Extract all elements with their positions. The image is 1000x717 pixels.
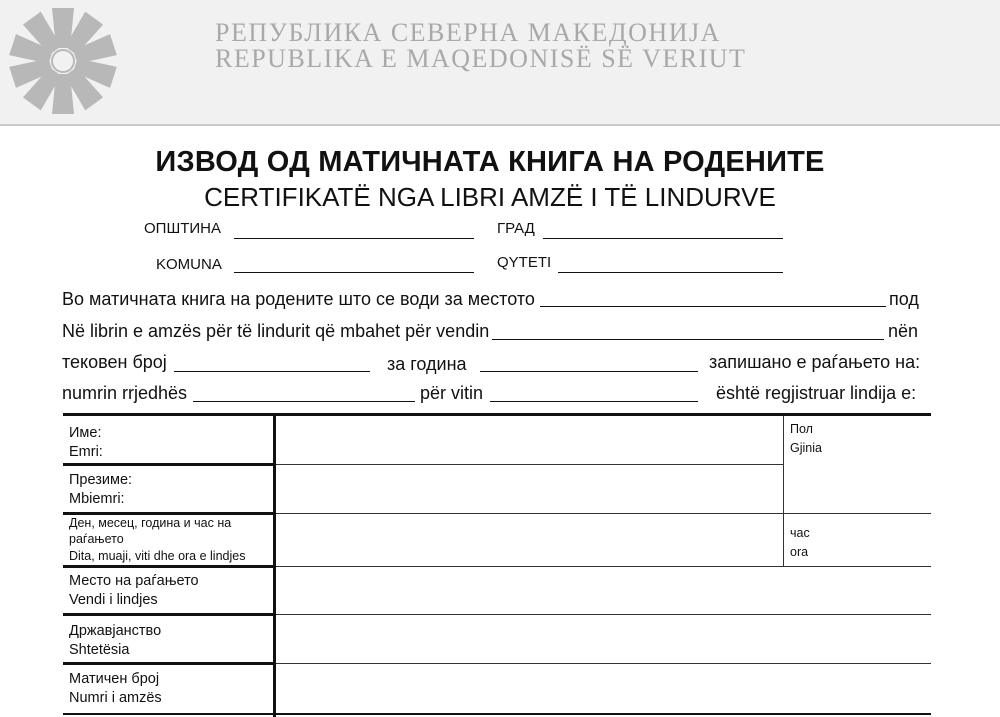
document-title-mk: ИЗВОД ОД МАТИЧНАТА КНИГА НА РОДЕНИТЕ (155, 146, 825, 178)
row-sep-4-left (63, 613, 274, 616)
hour-label-sq: ora (790, 545, 809, 559)
place-sentence-sq-end: nën (888, 321, 919, 341)
hour-value-field[interactable] (820, 515, 930, 565)
header-country-sq: REPUBLIKA E MAQEDONISË SË VERIUT (215, 44, 747, 73)
row-sep-2-right (276, 513, 931, 514)
serial-number-label-sq: numrin rrjedhës (62, 383, 188, 403)
row-sep-3-right (276, 566, 931, 567)
komuna-field[interactable] (234, 272, 474, 273)
id-number-label-mk: Матичен број (69, 671, 160, 687)
opstina-field[interactable] (234, 238, 474, 239)
citizenship-label-mk: Државјанство (69, 623, 162, 639)
surname-label-sq: Mbiemri: (69, 491, 125, 507)
gender-label-mk: Пол (790, 422, 813, 436)
table-bottom-border (63, 713, 931, 715)
birth-date-label-mk-1: Ден, месец, година и час на (69, 516, 232, 530)
row-sep-5-right (276, 663, 931, 664)
id-number-label-sq: Numri i amzës (69, 690, 162, 706)
birth-place-value-field[interactable] (277, 568, 930, 613)
year-label-sq: për vitin (420, 383, 484, 403)
surname-label-mk: Презиме: (69, 472, 133, 488)
grad-label: ГРАД (497, 220, 535, 237)
table-side-column-divider (783, 416, 784, 566)
serial-number-field[interactable] (174, 371, 370, 372)
row-sep-1-right (276, 464, 784, 465)
citizenship-label-sq: Shtetësia (69, 642, 130, 658)
id-number-value-field[interactable] (277, 665, 930, 712)
year-field-sq[interactable] (490, 401, 698, 402)
qyteti-field[interactable] (558, 272, 783, 273)
birth-date-value-field[interactable] (277, 515, 782, 565)
qyteti-label: QYTETI (497, 254, 552, 271)
birth-place-label-mk: Место на раѓањето (69, 573, 199, 589)
name-label-sq: Emri: (69, 444, 103, 460)
grad-field[interactable] (543, 238, 783, 239)
komuna-label: KOMUNA (156, 256, 222, 273)
header-band (0, 0, 1000, 126)
serial-number-field-sq[interactable] (193, 401, 415, 402)
row-sep-1-left (63, 463, 274, 466)
gender-label-sq: Gjinia (790, 441, 822, 455)
birth-date-label-sq: Dita, muaji, viti dhe ora e lindjes (69, 549, 246, 563)
citizenship-value-field[interactable] (277, 616, 930, 662)
surname-value-field[interactable] (277, 466, 782, 512)
row-sep-3-left (63, 565, 274, 568)
name-value-field[interactable] (277, 417, 782, 463)
sun-emblem-icon (8, 6, 118, 116)
registered-label-sq: është regjistruar lindija e: (716, 383, 917, 403)
year-field[interactable] (480, 371, 698, 372)
document-title-sq: CERTIFIKATË NGA LIBRI AMZË I TË LINDURVE (204, 182, 776, 212)
year-label-mk: за година (387, 354, 467, 374)
birth-place-label-sq: Vendi i lindjes (69, 592, 158, 608)
serial-number-label-mk: тековен број (62, 352, 167, 372)
registered-label-mk: запишано е раѓањето на: (709, 352, 921, 372)
place-sentence-mk-end: под (889, 289, 919, 309)
birth-date-label-mk-2: раѓањето (69, 532, 124, 546)
place-sentence-sq: Në librin e amzës për të lindurit që mbahet për vendin (62, 321, 490, 341)
place-field-sq[interactable] (492, 339, 884, 340)
gender-value-field[interactable] (786, 458, 930, 512)
place-sentence-mk: Во матичната книга на родените што се води за местото (62, 289, 535, 309)
row-sep-4-right (276, 614, 931, 615)
table-top-border (63, 413, 931, 416)
place-field-mk[interactable] (540, 306, 886, 307)
row-sep-5-left (63, 662, 274, 665)
name-label-mk: Име: (69, 425, 102, 441)
header-country-mk: РЕПУБЛИКА СЕВЕРНА МАКЕДОНИЈА (215, 18, 721, 47)
opstina-label: ОПШТИНА (144, 220, 221, 237)
hour-label-mk: час (790, 526, 810, 540)
